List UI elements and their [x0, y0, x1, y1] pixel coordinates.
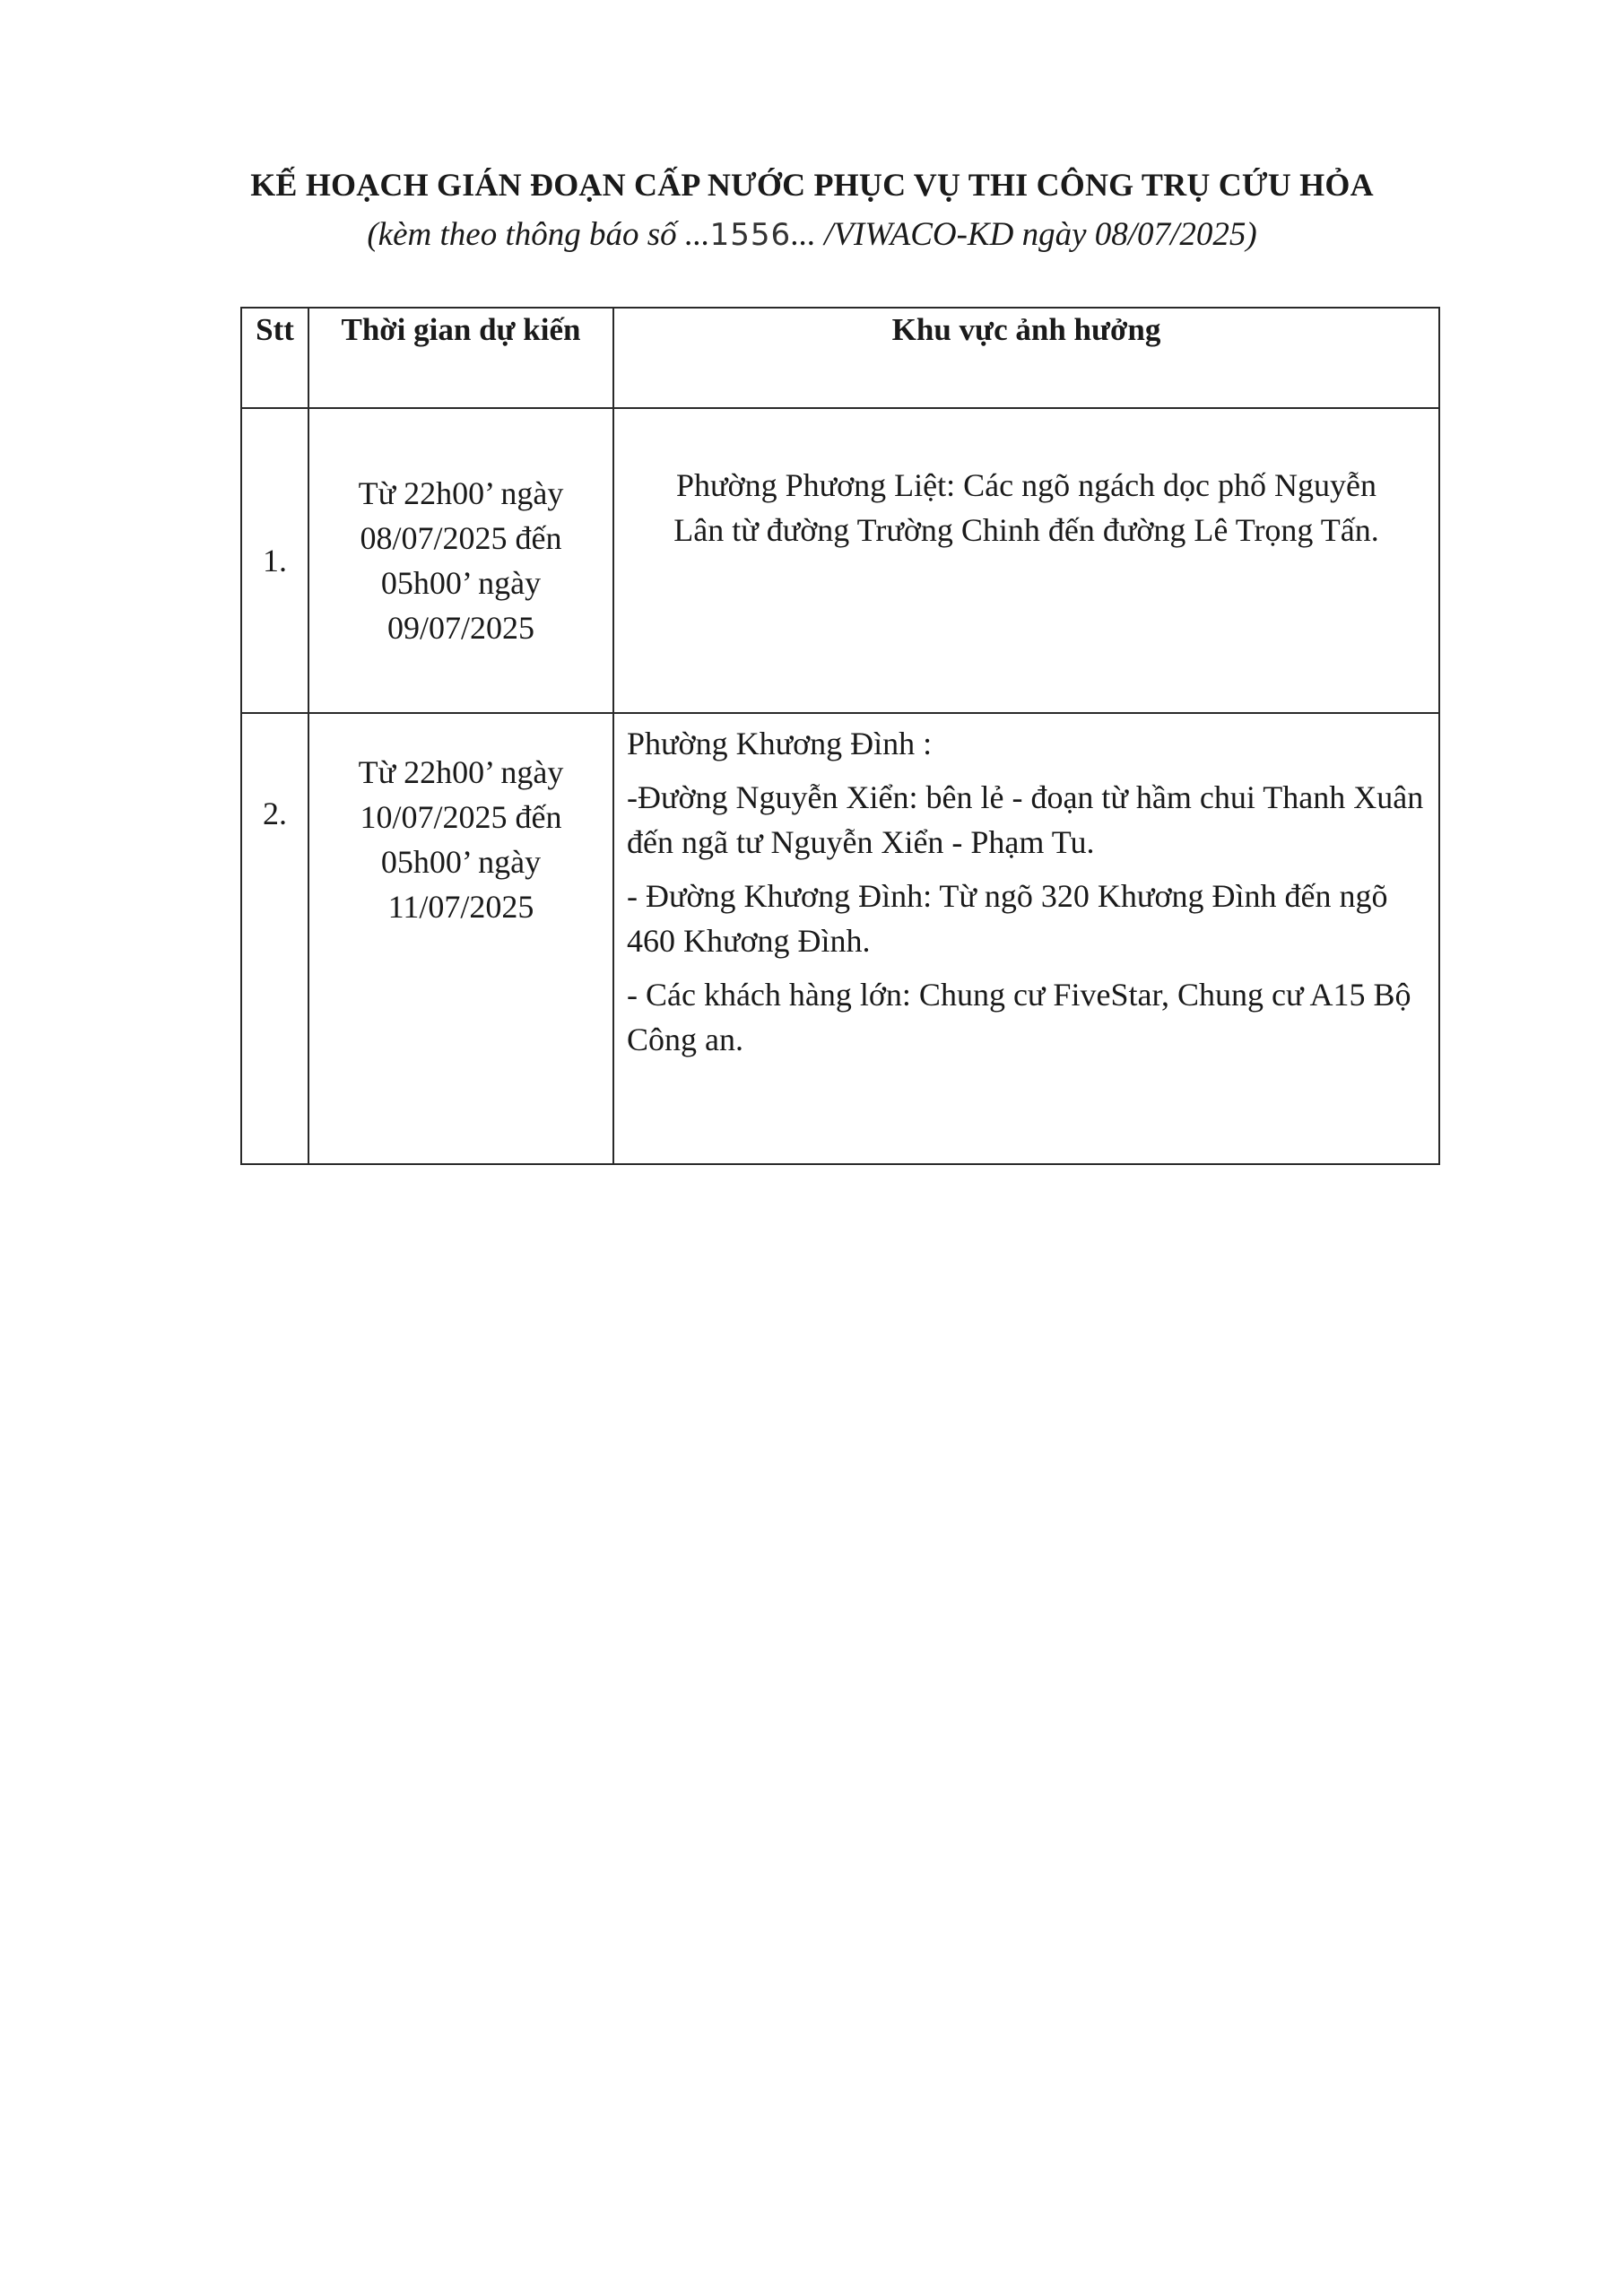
- header-area: Khu vực ảnh hưởng: [613, 308, 1439, 408]
- row-time: [308, 713, 613, 1164]
- header-stt: Stt: [241, 308, 308, 408]
- area-heading: Phường Khương Đình :: [627, 726, 933, 761]
- area-paragraph: - Các khách hàng lớn: Chung cư FiveStar, Chung cư A15 Bộ Công an.: [627, 977, 1411, 1057]
- time-line: Từ 22h00’ ngày: [358, 475, 564, 511]
- time-line: 10/07/2025 đến: [360, 799, 562, 835]
- row-stt: 1.: [241, 408, 308, 713]
- row-stt: 2.: [241, 713, 308, 1164]
- row-area: [613, 408, 1439, 713]
- document-title: KẾ HOẠCH GIÁN ĐOẠN CẤP NƯỚC PHỤC VỤ THI CÔNG TRỤ CỨU HỎA: [250, 167, 1374, 203]
- subtitle-suffix: ... /VIWACO-KD ngày 08/07/2025): [791, 216, 1257, 253]
- time-line: 09/07/2025: [386, 610, 534, 646]
- time-line: 05h00’ ngày: [380, 565, 542, 601]
- area-paragraph: -Đường Nguyễn Xiển: bên lẻ - đoạn từ hầm chui Thanh Xuân đến ngã tư Nguyễn Xiển - Phạm Tu.: [627, 779, 1424, 860]
- subtitle-prefix: (kèm theo thông báo số ...: [367, 216, 710, 253]
- area-line: Phường Phương Liệt: Các ngõ ngách dọc phố Nguyễn: [676, 467, 1376, 503]
- time-line: 11/07/2025: [387, 889, 534, 925]
- time-line: Từ 22h00’ ngày: [358, 754, 564, 790]
- notice-number: 1556: [709, 217, 792, 253]
- time-line: 05h00’ ngày: [380, 844, 542, 880]
- area-paragraph: - Đường Khương Đình: Từ ngõ 320 Khương Đình đến ngõ 460 Khương Đình.: [627, 878, 1388, 959]
- area-line: Lân từ đường Trường Chinh đến đường Lê Trọng Tấn.: [673, 512, 1379, 548]
- table-row: [241, 713, 1439, 1164]
- row-time: [308, 408, 613, 713]
- time-line: 08/07/2025 đến: [360, 520, 562, 556]
- interruption-plan-table: [240, 307, 1440, 1165]
- table-row: [241, 408, 1439, 713]
- header-time: Thời gian dự kiến: [308, 308, 613, 408]
- table-header-row: [241, 308, 1439, 408]
- document-subtitle: [0, 215, 1624, 254]
- row-area: [613, 713, 1439, 1164]
